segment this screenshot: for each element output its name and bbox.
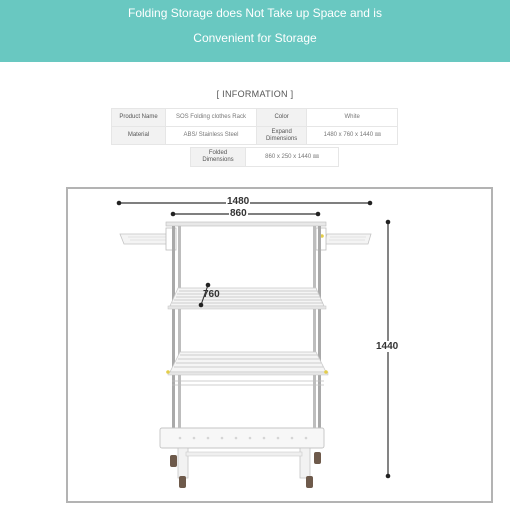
right-wing-rack	[324, 234, 371, 244]
folded-label-line-1: Folded	[208, 150, 228, 156]
height-label: 1440	[376, 341, 399, 352]
depth-label: 760	[203, 289, 220, 300]
information-title: [ INFORMATION ]	[216, 89, 294, 99]
caster-wheel-icon	[179, 476, 186, 488]
material-label: Material	[112, 127, 166, 145]
expand-dimensions-value: 1480 x 760 x 1440 ㎜	[307, 127, 398, 145]
folded-label-line-2: Dimensions	[202, 157, 234, 163]
product-name-value: SOS Folding clothes Rack	[166, 109, 257, 127]
caster-wheel-icon	[170, 455, 177, 467]
total-width-label: 1480	[227, 196, 250, 207]
color-value: White	[307, 109, 398, 127]
material-value: ABS/ Stainless Steel	[166, 127, 257, 145]
folded-dimensions-value: 860 x 250 x 1440 ㎜	[246, 148, 339, 167]
expand-label-line-2: Dimensions	[265, 135, 298, 142]
right-pole	[318, 226, 321, 444]
base-tray	[160, 428, 324, 448]
folded-width-label: 860	[230, 208, 247, 219]
banner-headline-line-1: Folding Storage does Not Take up Space and is	[128, 6, 382, 20]
left-pole	[172, 226, 175, 444]
caster-wheel-icon	[306, 476, 313, 488]
banner-headline-line-2: Convenient for Storage	[193, 31, 317, 45]
product-name-label: Product Name	[112, 109, 166, 127]
expand-label-line-1: Expand	[271, 128, 292, 135]
color-label: Color	[256, 109, 307, 127]
caster-wheel-icon	[314, 452, 321, 464]
